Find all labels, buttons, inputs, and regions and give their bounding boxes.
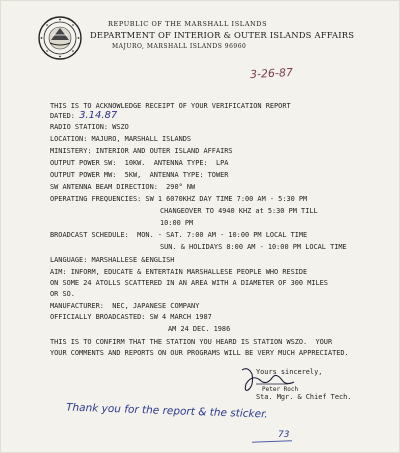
broadcast-line1: OFFICIALLY BROADCASTED: SW 4 MARCH 1987 (50, 313, 212, 321)
language: LANGUAGE: MARSHALLESE &ENGLISH (50, 256, 175, 264)
government-seal-icon (38, 16, 82, 60)
output-power-mw: OUTPUT POWER MW: 5KW, ANTENNA TYPE: TOWER (50, 171, 229, 179)
confirm-line2: YOUR COMMENTS AND REPORTS ON OUR PROGRAMS WILL BE VERY MUCH APPRECIATED. (50, 349, 349, 357)
letterhead-line1: REPUBLIC OF THE MARSHALL ISLANDS (108, 20, 268, 28)
frequencies-line3: 10:00 PM (160, 219, 194, 227)
closing: Yours sincerely, (256, 368, 323, 376)
signatory-name: Peter Roch (262, 386, 299, 393)
handwritten-date: 3-26-87 (249, 65, 294, 82)
aim-line1: AIM: INFORM, EDUCATE & ENTERTAIN MARSHALLESE PEOPLE WHO RESIDE (50, 268, 308, 276)
dated-label: DATED: (50, 112, 75, 120)
aim-line2: ON SOME 24 ATOLLS SCATTERED IN AN AREA WITH A DIAMETER OF 300 MILES (50, 279, 328, 287)
location: LOCATION: MAJURO, MARSHALL ISLANDS (50, 135, 192, 143)
manufacturer: MANUFACTURER: NEC, JAPANESE COMPANY (50, 302, 200, 310)
radio-station: RADIO STATION: WSZO (50, 123, 129, 131)
ministery: MINISTERY: INTERIOR AND OUTER ISLAND AFFAIRS (50, 147, 233, 155)
report-date: 3.14.87 (79, 110, 118, 121)
schedule-line1: BROADCAST SCHEDULE: MON. - SAT. 7:00 AM - 10:00 PM LOCAL TIME (50, 231, 308, 239)
handwritten-thanks: Thank you for the report & the sticker. (65, 401, 268, 421)
letterhead-address: MAJURO, MARSHALL ISLANDS 96960 (112, 43, 247, 50)
aim-line3: OR SO. (50, 290, 75, 298)
letterhead-department: DEPARTMENT OF INTERIOR & OUTER ISLANDS AFFAIRS (90, 30, 355, 40)
frequencies-line2: CHANGEOVER TO 4940 KHZ at 5:30 PM TILL (160, 207, 318, 215)
signatory-title: Sta. Mgr. & Chief Tech. (256, 393, 352, 401)
initials-underline (252, 440, 292, 442)
handwritten-initials: 73 (278, 430, 290, 440)
dated-line (50, 111, 117, 121)
frequencies-line1: OPERATING FREQUENCIES: SW 1 6070KHZ DAY TIME 7:00 AM - 5:30 PM (50, 195, 308, 203)
ack-line: THIS IS TO ACKNOWLEDGE RECEIPT OF YOUR VERIFICATION REPORT (50, 102, 291, 110)
broadcast-line2: AM 24 DEC. 1986 (168, 325, 231, 333)
confirm-line1: THIS IS TO CONFIRM THAT THE STATION YOU HEARD IS STATION WSZO. YOUR (50, 338, 333, 346)
output-power-sw: OUTPUT POWER SW: 10KW. ANTENNA TYPE: LPA (50, 159, 229, 167)
schedule-line2: SUN. & HOLIDAYS 8:00 AM - 10:00 PM LOCAL TIME (160, 243, 347, 251)
beam-direction: SW ANTENNA BEAM DIRECTION: 290° NW (50, 183, 196, 191)
